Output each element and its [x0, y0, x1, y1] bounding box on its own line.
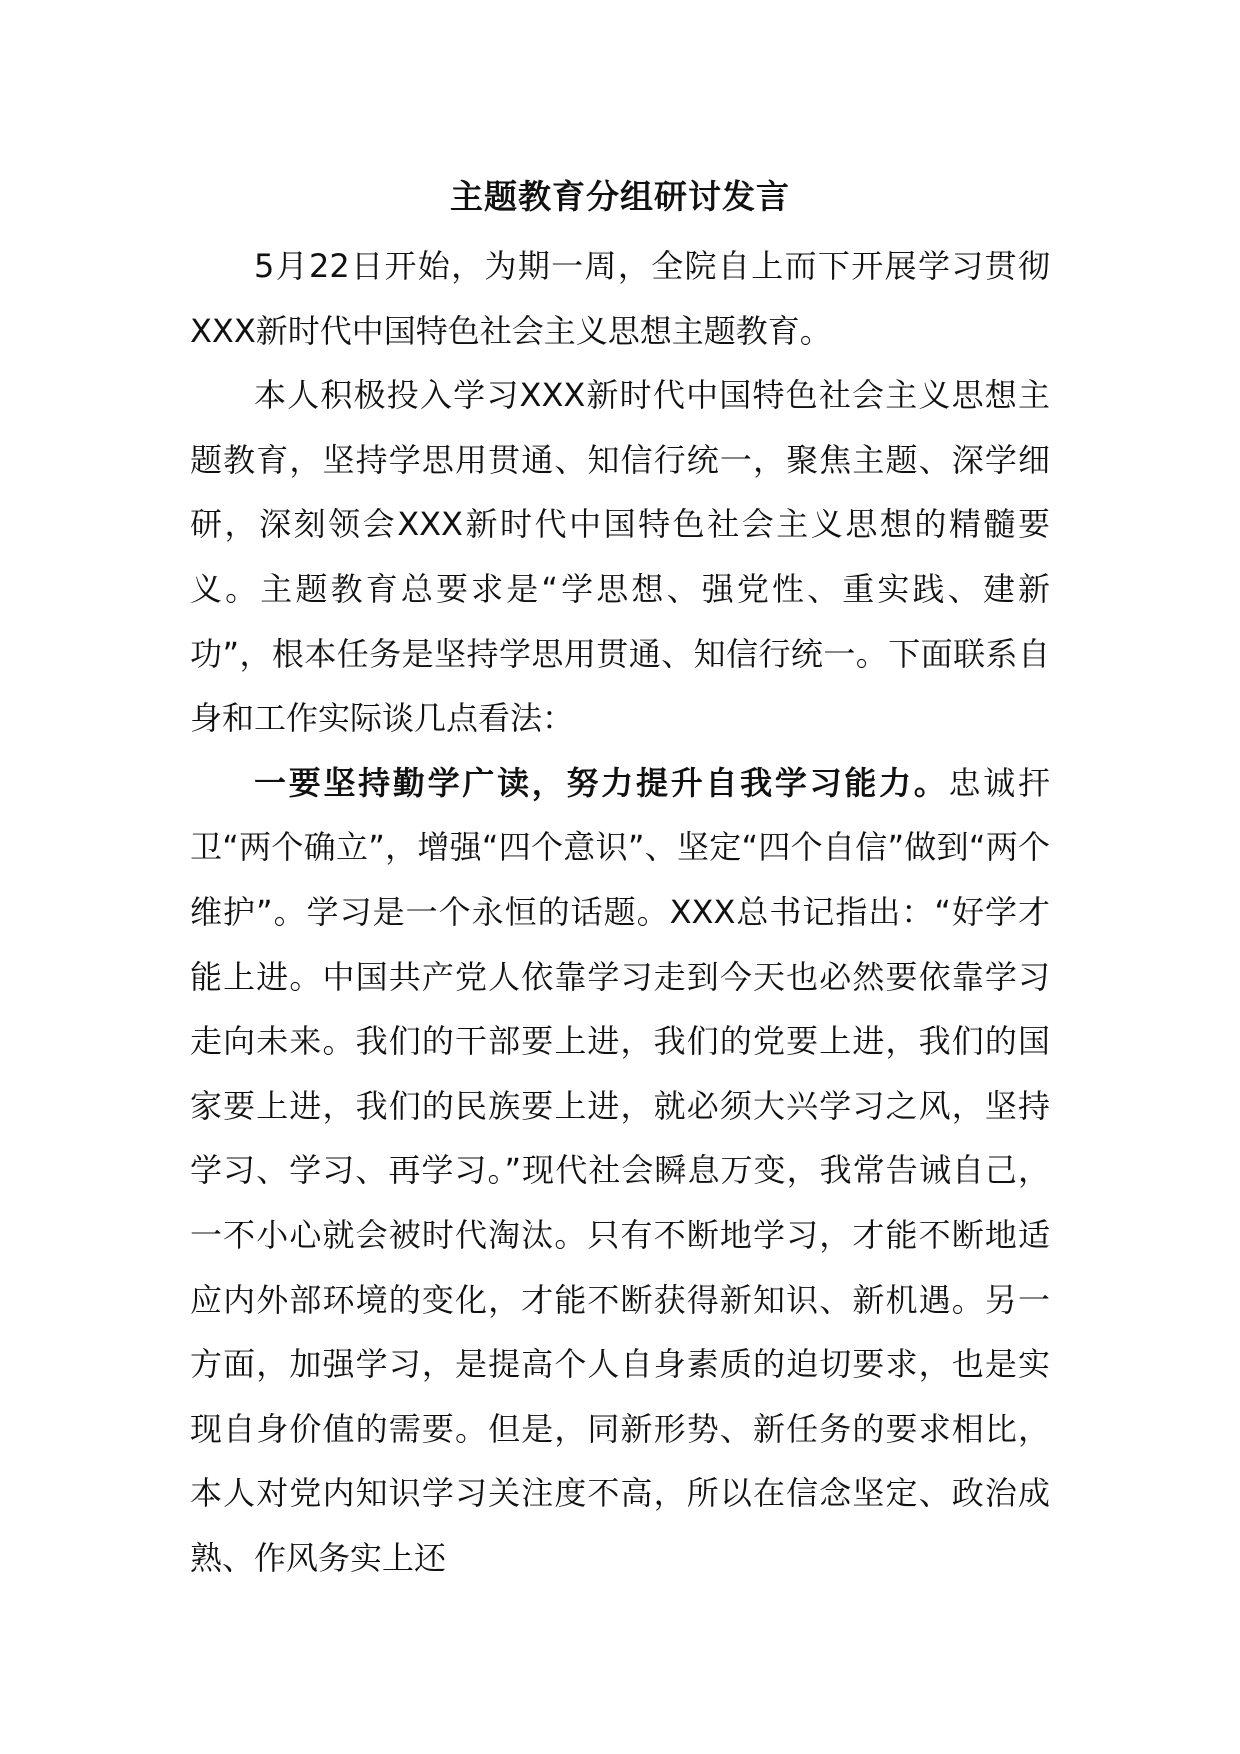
paragraph-intro	[190, 234, 1050, 363]
document-body	[190, 234, 1050, 1590]
paragraph-text: 5月22日开始，为期一周，全院自上而下开展学习贯彻XXX新时代中国特色社会主义思想主题教育。	[190, 247, 1050, 350]
document-title: 主题教育分组研讨发言	[450, 177, 790, 216]
paragraph-lead-heading: 一要坚持勤学广读，努力提升自我学习能力。	[254, 763, 949, 802]
paragraph-point-one	[190, 751, 1050, 1591]
paragraph-text: 本人积极投入学习XXX新时代中国特色社会主义思想主题教育，坚持学思用贯通、知信行统一，聚焦主题、深学细研，深刻领会XXX新时代中国特色社会主义思想的精髓要义。主题教育总要求是“学思想、强党性、重实践、建新功”，根本任务是坚持学思用贯通、知信行统一。下面联系自身和工作实际谈几点看法：	[190, 376, 1050, 738]
paragraph-text: 忠诚扞卫“两个确立”，增强“四个意识”、坚定“四个自信”做到“两个维护”。学习是一个永恒的话题。XXX总书记指出：“好学才能上进。中国共产党人依靠学习走到今天也必然要依靠学习走向未来。我们的干部要上进，我们的党要上进，我们的国家要上进，我们的民族要上进，就必须大兴学习之风，坚持学习、学习、再学习。”现代社会瞬息万变，我常告诫自己，一不小心就会被时代淘汰。只有不断地学习，才能不断地适应内外部环境的变化，才能不断获得新知识、新机遇。另一方面，加强学习，是提高个人自身素质的迫切要求，也是实现自身价值的需要。但是，同新形势、新任务的要求相比，本人对党内知识学习关注度不高，所以在信念坚定、政治成熟、作风务实上还	[190, 763, 1050, 1577]
paragraph-study	[190, 363, 1050, 751]
